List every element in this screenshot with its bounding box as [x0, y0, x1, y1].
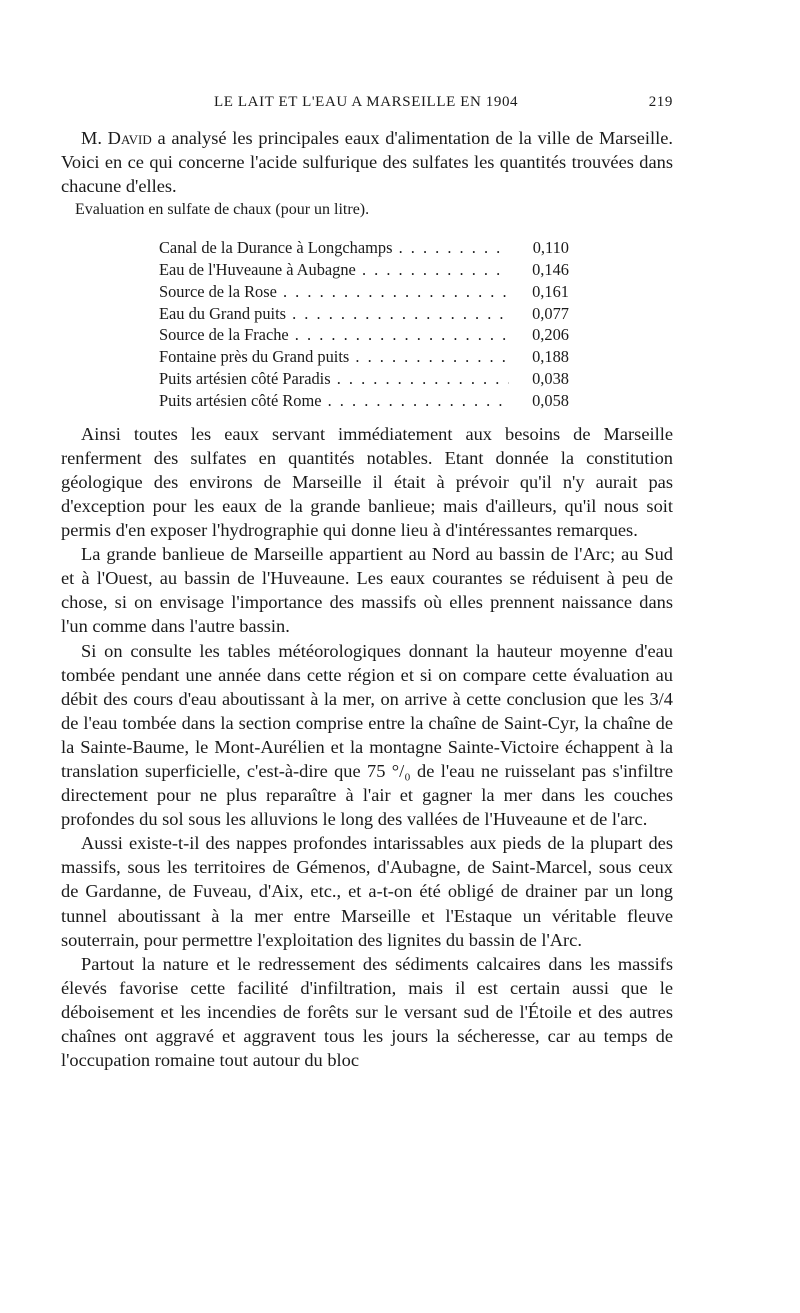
body-paragraph: Aussi existe-t-il des nappes profondes intarissables aux pieds de la plupart des massifs, sous les territoires de Gémenos, d'Aubagne, de Saint-Marcel, sous ceux de Gardanne, de Fuveau, d'Aix, etc., et a-t-on été obligé de drainer par un long tunnel aboutissant à la mer entre Marseille et l'Estaque un véritable fleuve souterrain, pour permettre l'exploitation des lignites du bassin de l'Arc. [61, 833, 673, 950]
intro-text: a analysé les principales eaux d'alimentation de la ville de Marseille. Voici en ce qui concerne l'acide sulfurique des sulfates les quantités trouvées dans chacune d'elles. [61, 128, 673, 197]
row-label: Source de la Frache . . . [159, 324, 509, 346]
table-row [159, 390, 569, 412]
table-caption: Evaluation en sulfate de chaux (pour un litre). [75, 201, 370, 219]
table-row [159, 237, 569, 259]
body-paragraph: La grande banlieue de Marseille appartient au Nord au bassin de l'Arc; au Sud et à l'Ouest, au bassin de l'Huveaune. Les eaux courantes se réduisent à peu de chose, si on envisage l'importance des massifs où elles prennent naissance dans l'un comme dans l'autre bassin. [61, 544, 673, 637]
body-paragraph: Si on consulte les tables météorologiques donnant la hauteur moyenne d'eau tombée pendant une année dans cette région et si on compare cette évaluation au débit des cours d'eau aboutissant à la mer, on arrive à cette conclusion que les 3/4 de l'eau tombée dans la section comprise entre la chaîne de Saint-Cyr, la chaîne de la Sainte-Baume, le Mont-Aurélien et la montagne Sainte-Victoire échappent à la translation superficielle, c'est-à-dire que 75 °/₀ de l'eau ne ruisselant pas s'infiltre directement pour ne plus reparaître à l'air et gagner la mer dans les couches profondes du sol sous les alluvions le long des vallées de l'Huveaune et de l'arc. [61, 640, 673, 830]
row-value: 0,161 [532, 281, 569, 301]
row-value: 0,110 [532, 238, 569, 258]
row-value: 0,077 [532, 303, 569, 323]
row-label: Eau de l'Huveaune à Aubagne . . . [159, 259, 509, 281]
body-text [61, 126, 673, 1072]
body-paragraph: Partout la nature et le redressement des sédiments calcaires dans les massifs élevés favorise cette facilité d'infiltration, mais il est certain aussi que le déboisement et les incendies de forêts sur le versant sud de l'Étoile et des autres chaînes ont aggravé et aggravent tous les jours la sécheresse, car au temps de l'occupation romaine tout autour du bloc [61, 953, 673, 1071]
table-row [159, 303, 569, 325]
sulfate-table [159, 237, 569, 411]
intro-paragraph [61, 126, 673, 198]
row-label: Fontaine près du Grand puits . . . [159, 346, 509, 368]
running-header [61, 94, 673, 114]
table-row [159, 281, 569, 303]
table-row [159, 259, 569, 281]
author-name: M. David [81, 128, 152, 148]
row-value: 0,058 [532, 390, 569, 410]
row-label: Puits artésien côté Paradis . . . [159, 368, 509, 390]
row-value: 0,206 [532, 325, 569, 345]
table-row [159, 368, 569, 390]
row-label: Puits artésien côté Rome . . . [159, 390, 509, 412]
table-row [159, 324, 569, 346]
body-paragraph: Ainsi toutes les eaux servant immédiatement aux besoins de Marseille renferment des sulfates en quantités notables. Etant donnée la constitution géologique des environs de Marseille il était à prévoir qu'il n'y aurait pas d'exception pour les eaux de la grande banlieue; mais d'ailleurs, qu'il nous soit permis d'en exposer l'hydrographie qui donne lieu à d'intéressantes remarques. [61, 423, 673, 541]
row-label: Canal de la Durance à Longchamps . . . [159, 237, 509, 259]
row-label: Eau du Grand puits . . . [159, 303, 509, 325]
page-number: 219 [648, 94, 673, 110]
header-title: LE LAIT ET L'EAU A MARSEILLE EN 1904 [214, 94, 519, 110]
table-row [159, 346, 569, 368]
row-value: 0,188 [532, 347, 569, 367]
row-label: Source de la Rose . . . [159, 281, 509, 303]
row-value: 0,038 [532, 369, 569, 389]
row-value: 0,146 [532, 260, 569, 280]
